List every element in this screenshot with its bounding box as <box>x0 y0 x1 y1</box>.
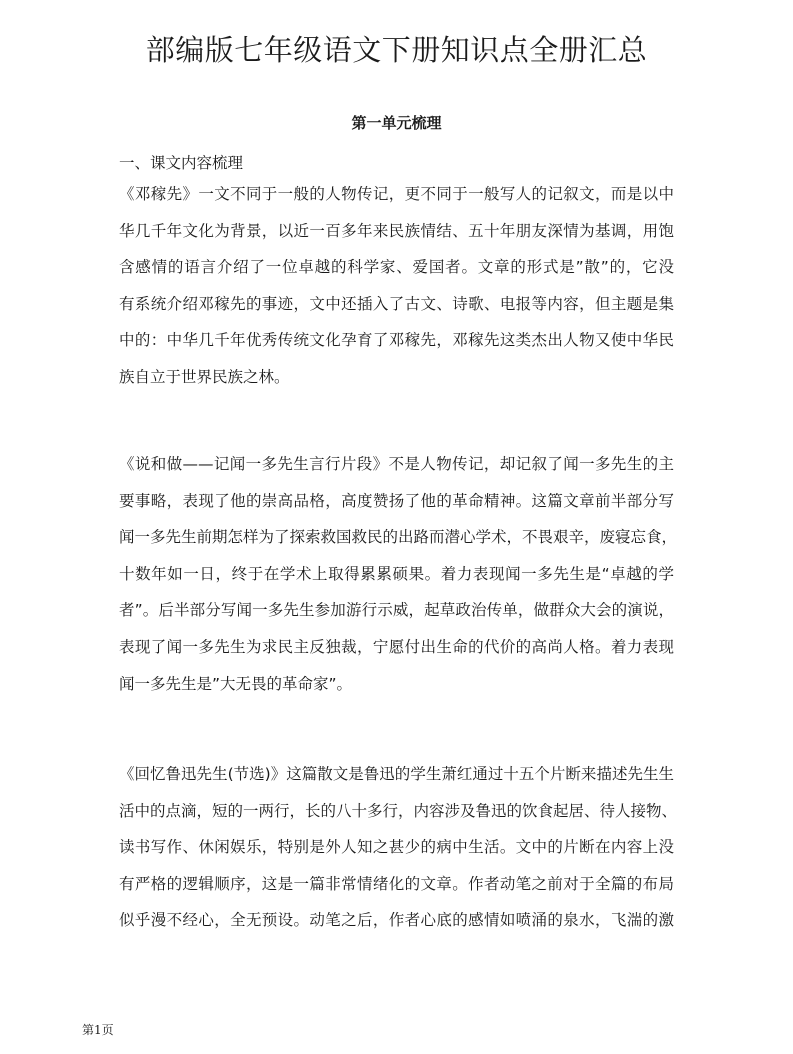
paragraph-line: 《说和做——记闻一多先生言行片段》不是人物传记，却记叙了闻一多先生的主 <box>119 455 674 473</box>
paragraph-line: 华几千年文化为背景，以近一百多年来民族情结、五十年朋友深情为基调，用饱 <box>119 221 674 240</box>
paragraph-line: 《回忆鲁迅先生(节选)》这篇散文是鲁迅的学生萧红通过十五个片断来描述先生生 <box>119 765 674 783</box>
paragraph-line: 有严格的逻辑顺序，这是一篇非常情绪化的文章。作者动笔之前对于全篇的布局 <box>119 874 674 893</box>
paragraph-deng-jiaxian <box>119 176 674 396</box>
paragraph-line: 《邓稼先》一文不同于一般的人物传记，更不同于一般写人的记叙文，而是以中 <box>119 185 674 203</box>
section-heading: 一、课文内容梳理 <box>119 154 244 172</box>
paragraph-line: 十数年如一日，终于在学术上取得累累硕果。着力表现闻一多先生是“卓越的学 <box>119 564 674 583</box>
paragraph-line: 闻一多先生前期怎样为了探索救国救民的出路而潜心学术，不畏艰辛，废寝忘食， <box>119 528 678 547</box>
paragraph-line: 似乎漫不经心，全无预设。动笔之后，作者心底的感情如喷涌的泉水，飞湍的激 <box>119 911 674 930</box>
paragraph-line: 中的：中华几千年优秀传统文化孕育了邓稼先，邓稼先这类杰出人物又使中华民 <box>119 331 674 350</box>
paragraph-line: 族自立于世界民族之林。 <box>119 367 290 386</box>
paragraph-line: 含感情的语言介绍了一位卓越的科学家、爱国者。文章的形式是”散”的，它没 <box>119 258 674 277</box>
paragraph-line: 者”。后半部分写闻一多先生参加游行示威，起草政治传单，做群众大会的演说， <box>119 601 674 620</box>
document-title: 部编版七年级语文下册知识点全册汇总 <box>145 33 648 67</box>
paragraph-line: 有系统介绍邓稼先的事迹，文中还插入了古文、诗歌、电报等内容，但主题是集 <box>119 294 674 313</box>
paragraph-line: 活中的点滴，短的一两行，长的八十多行，内容涉及鲁迅的饮食起居、待人接物、 <box>119 801 678 820</box>
unit-title: 第一单元梳理 <box>351 114 442 132</box>
paragraph-lu-xun <box>119 756 678 939</box>
page-number: 第1页 <box>82 1023 114 1037</box>
paragraph-wen-yiduo <box>119 446 678 702</box>
paragraph-line: 读书写作、休闲娱乐，特别是外人知之甚少的病中生活。文中的片断在内容上没 <box>119 838 674 857</box>
paragraph-line: 闻一多先生是”大无畏的革命家”。 <box>119 674 353 693</box>
paragraph-line: 表现了闻一多先生为求民主反独裁，宁愿付出生命的代价的高尚人格。着力表现 <box>119 637 674 656</box>
paragraph-line: 要事略，表现了他的崇高品格，高度赞扬了他的革命精神。这篇文章前半部分写 <box>119 491 674 510</box>
